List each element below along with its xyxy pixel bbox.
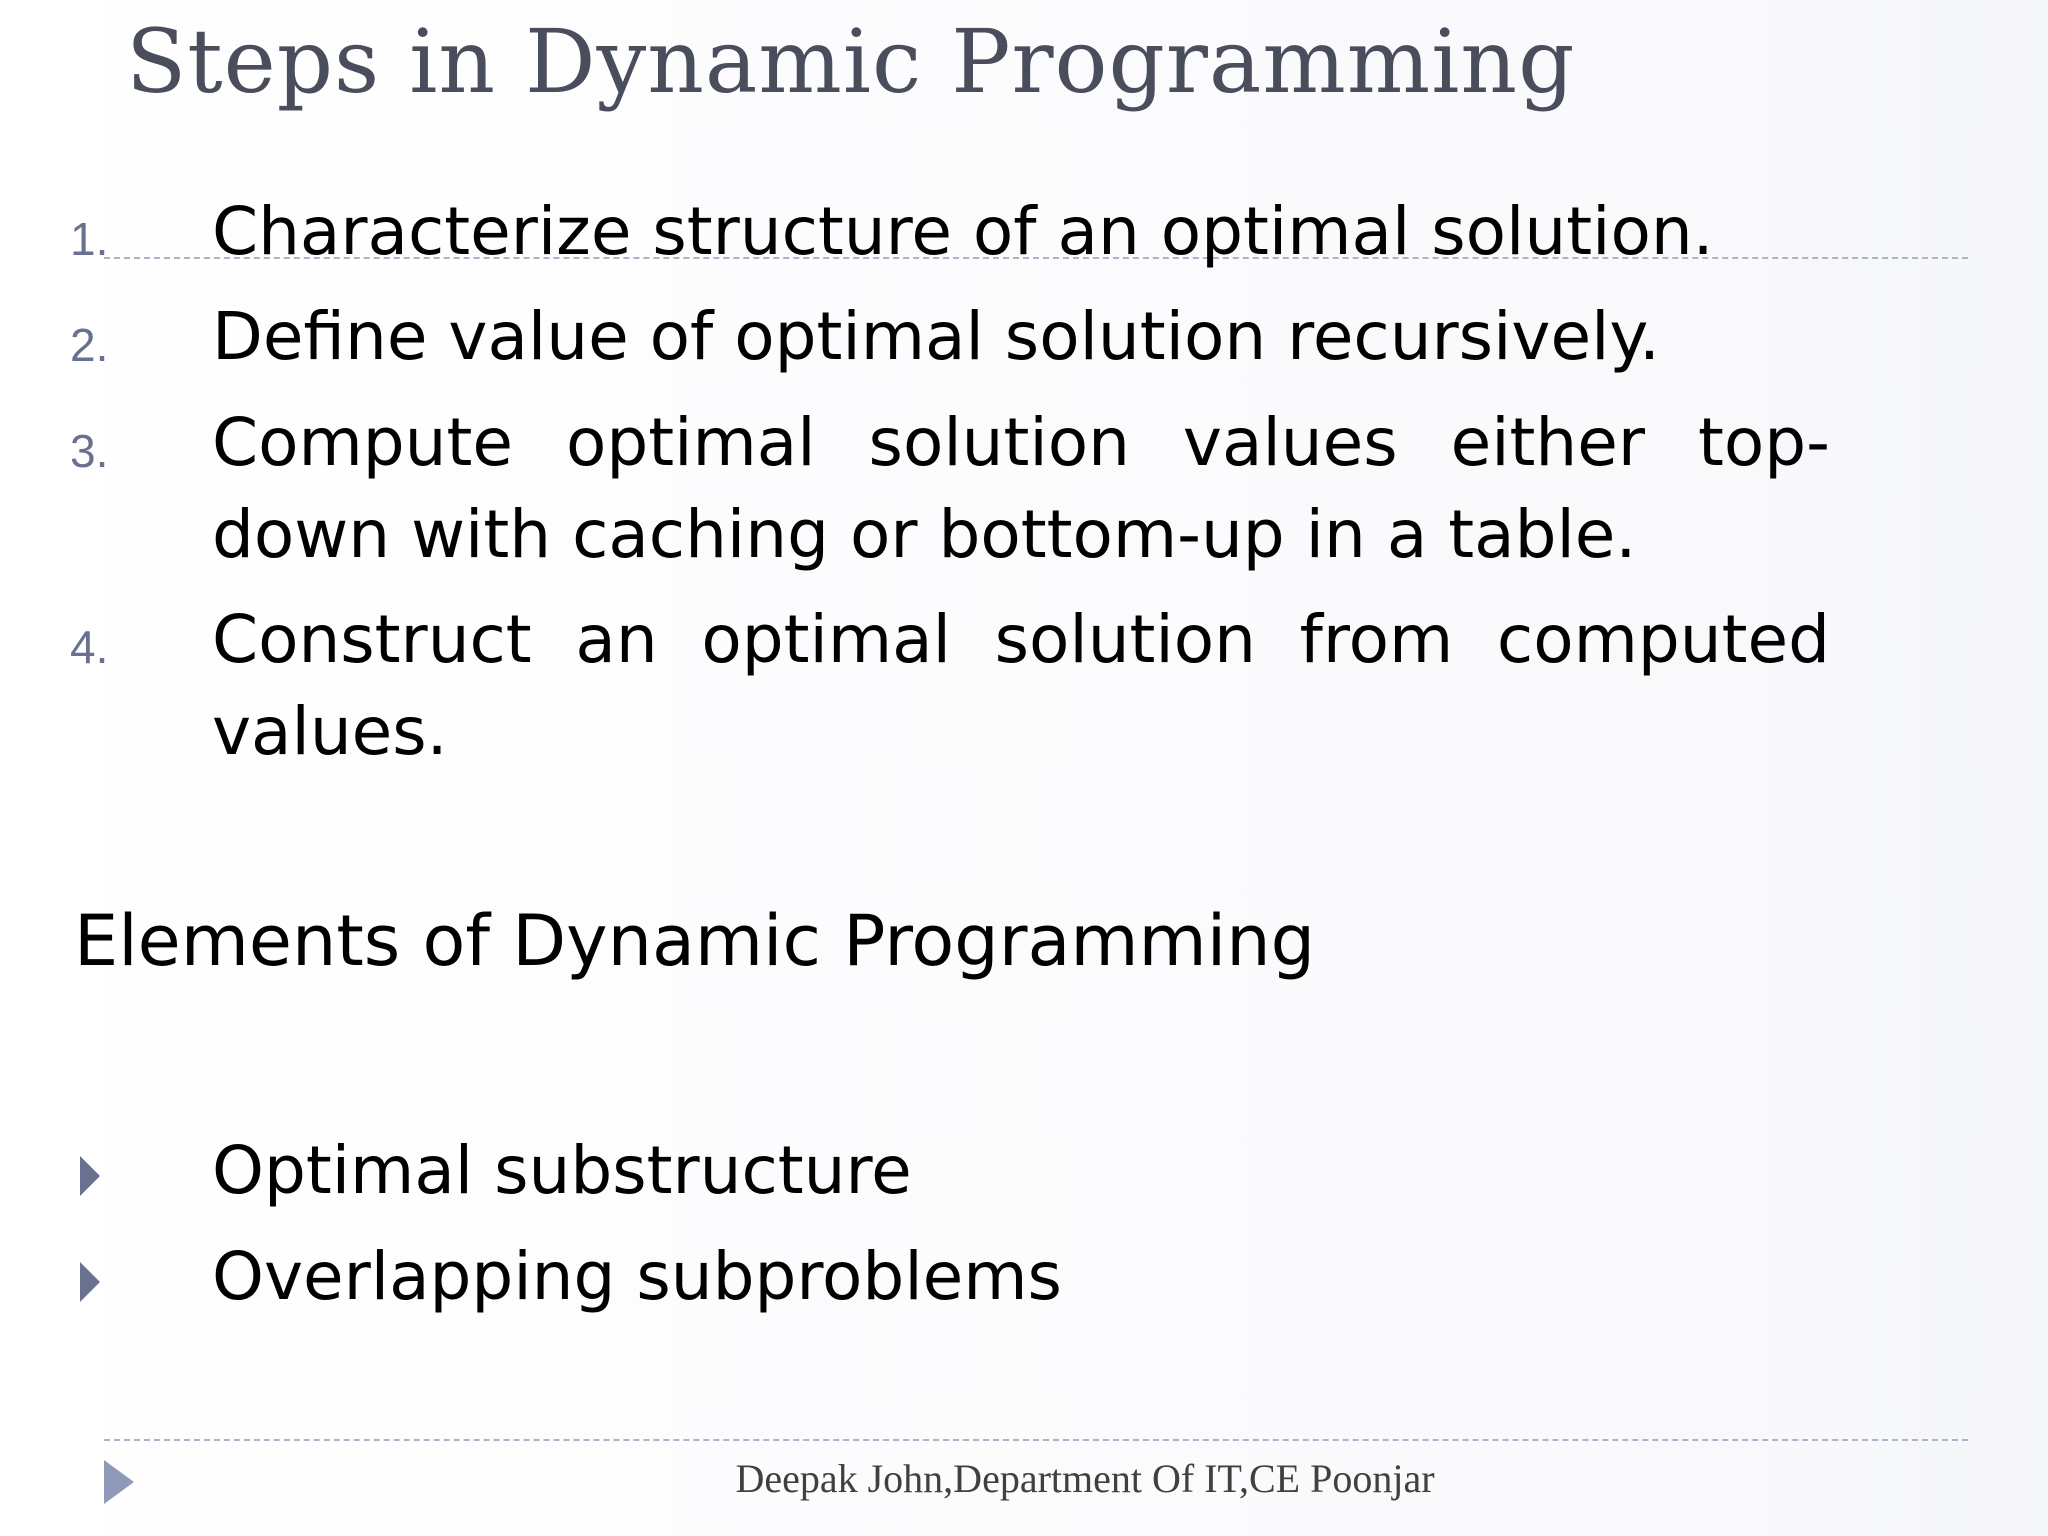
triangle-bullet-icon bbox=[80, 1262, 100, 1302]
slide-title: Steps in Dynamic Programming bbox=[126, 10, 1576, 113]
elements-heading: Elements of Dynamic Programming bbox=[74, 900, 1315, 982]
triangle-bullet-icon bbox=[80, 1156, 100, 1196]
step-number-1: 1. bbox=[70, 213, 109, 265]
step-number-4: 4. bbox=[70, 621, 109, 673]
step-text-3: Compute optimal solution values either top-down with caching or bottom-up in a table. bbox=[212, 404, 1830, 573]
step-text-4: Construct an optimal solution from computed values. bbox=[212, 601, 1830, 770]
footer-divider bbox=[104, 1439, 1968, 1441]
step-number-2: 2. bbox=[70, 319, 109, 371]
step-text-2: Define value of optimal solution recursively. bbox=[212, 298, 1661, 375]
element-item-1: Optimal substructure bbox=[212, 1132, 912, 1209]
footer-credit: Deepak John,Department Of IT,CE Poonjar bbox=[735, 1456, 1435, 1501]
element-item-2: Overlapping subproblems bbox=[212, 1238, 1062, 1315]
step-text-1: Characterize structure of an optimal solution. bbox=[212, 193, 1714, 270]
step-number-3: 3. bbox=[70, 425, 109, 477]
